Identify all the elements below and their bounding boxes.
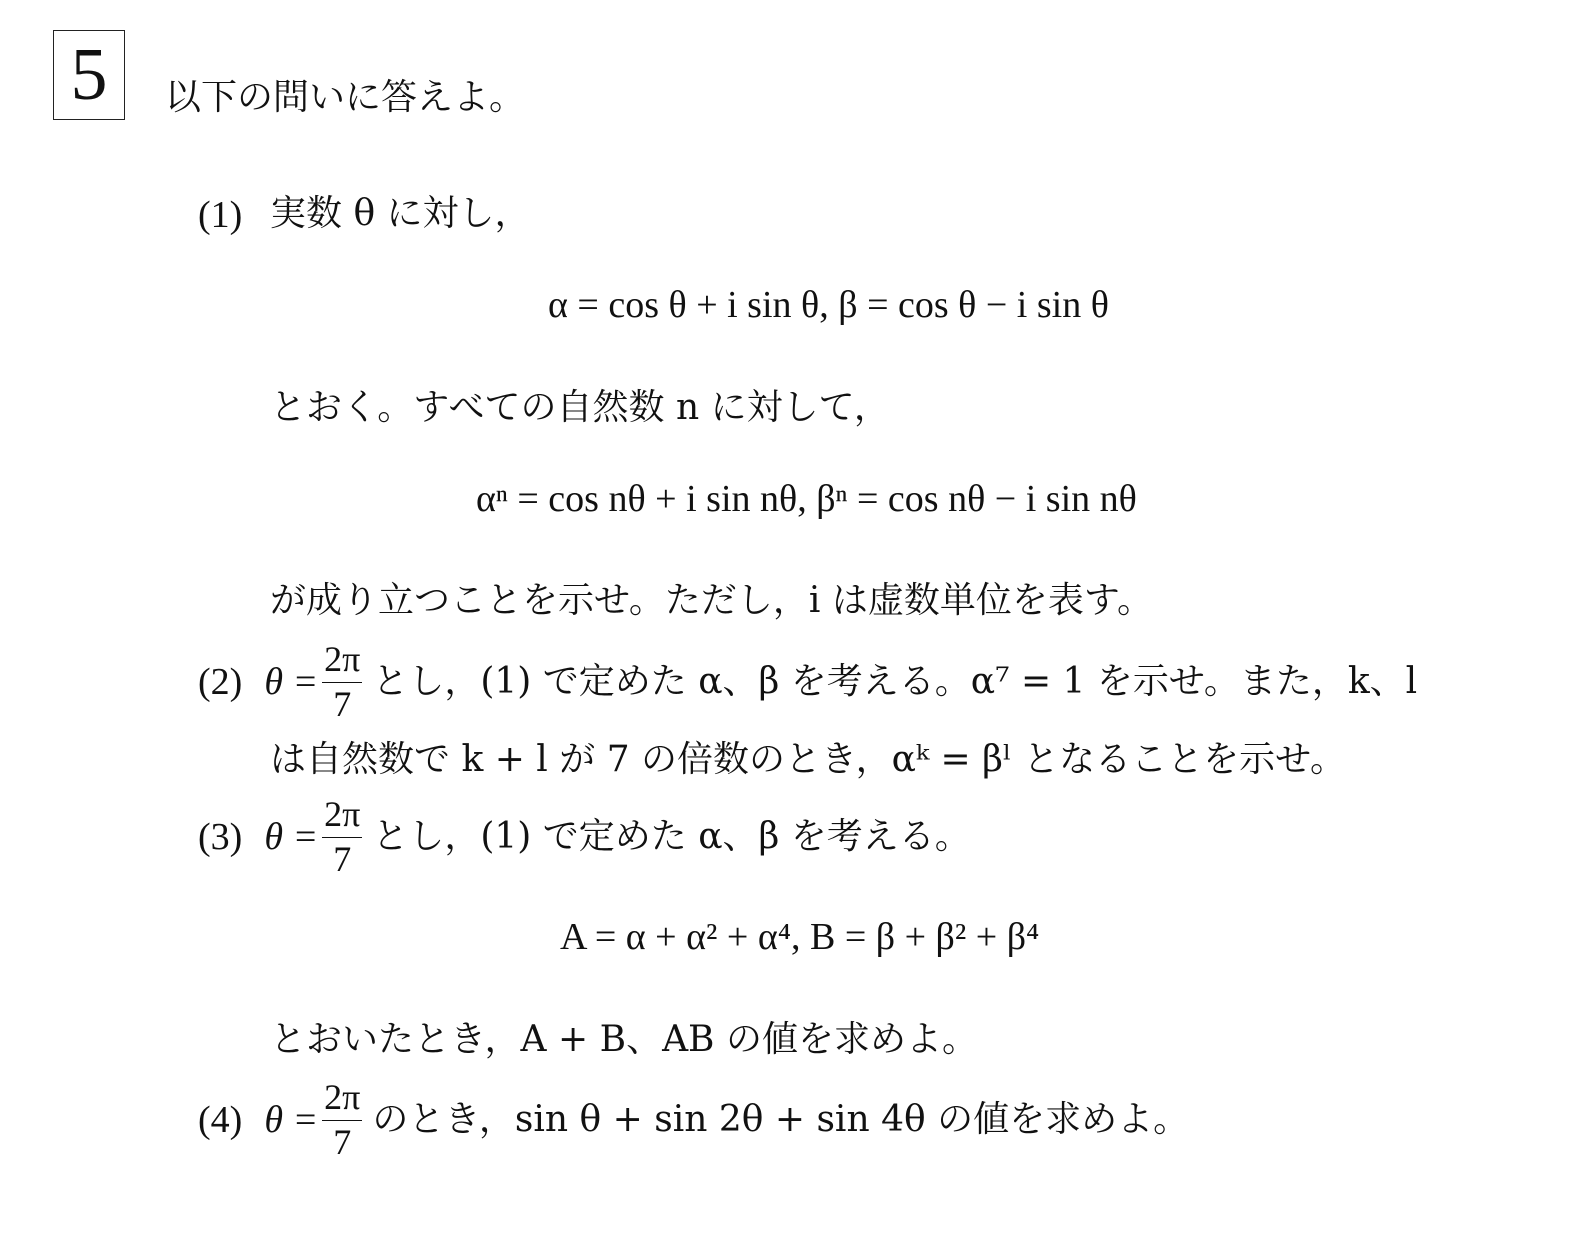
q3-line1 [198, 792, 971, 882]
q4-text: のとき，sin θ + sin 2θ + sin 4θ の値を求めよ。 [372, 1099, 1190, 1140]
q3-equation-ab: A = α + α² + α⁴, B = β + β² + β⁴ [560, 916, 1040, 958]
q1-middle-text: とおく。すべての自然数 n に対して， [270, 387, 890, 428]
problem-number-box [53, 30, 125, 120]
q2-theta-lhs: θ = [264, 661, 319, 703]
q1-conclusion: が成り立つことを示せ。ただし，i は虚数単位を表す。 [270, 580, 1153, 621]
q2-line1-text: とし，(1) で定めた α、β を考える。α⁷ = 1 を示せ。また，k、l [372, 661, 1418, 702]
q4-fraction-numerator: 2π [322, 1079, 362, 1121]
q2-label: (2) [198, 661, 243, 703]
q2-fraction [322, 638, 362, 724]
q3-theta-lhs: θ = [264, 816, 319, 858]
q4-theta-lhs: θ = [264, 1099, 319, 1141]
q3-line1-text: とし，(1) で定めた α、β を考える。 [372, 816, 971, 857]
q4-label: (4) [198, 1099, 243, 1141]
q2-line2-text: は自然数で k + l が 7 の倍数のとき，αᵏ = βˡ となることを示せ。 [270, 739, 1347, 780]
q1-label: (1) [198, 194, 243, 236]
q2-fraction-denominator: 7 [333, 683, 352, 724]
q1-equation-alpha-beta: α = cos θ + i sin θ, β = cos θ − i sin θ [548, 284, 1109, 326]
q3-conclusion: とおいたとき，A + B、AB の値を求めよ。 [270, 1019, 978, 1060]
q1-intro: 実数 θ に対し， [270, 193, 531, 234]
q3-label: (3) [198, 816, 243, 858]
q3-fraction-denominator: 7 [333, 838, 352, 879]
q1-equation-power: αⁿ = cos nθ + i sin nθ, βⁿ = cos nθ − i sin nθ [476, 478, 1137, 520]
q3-fraction [322, 793, 362, 879]
q4-fraction [322, 1076, 362, 1162]
problem-number: 5 [70, 34, 108, 116]
q3-fraction-numerator: 2π [322, 796, 362, 838]
q4-fraction-denominator: 7 [333, 1121, 352, 1162]
problem-instruction: 以下の問いに答えよ。 [165, 77, 526, 118]
q2-fraction-numerator: 2π [322, 641, 362, 683]
q2-line1 [198, 637, 1417, 727]
q4-line [198, 1075, 1189, 1165]
